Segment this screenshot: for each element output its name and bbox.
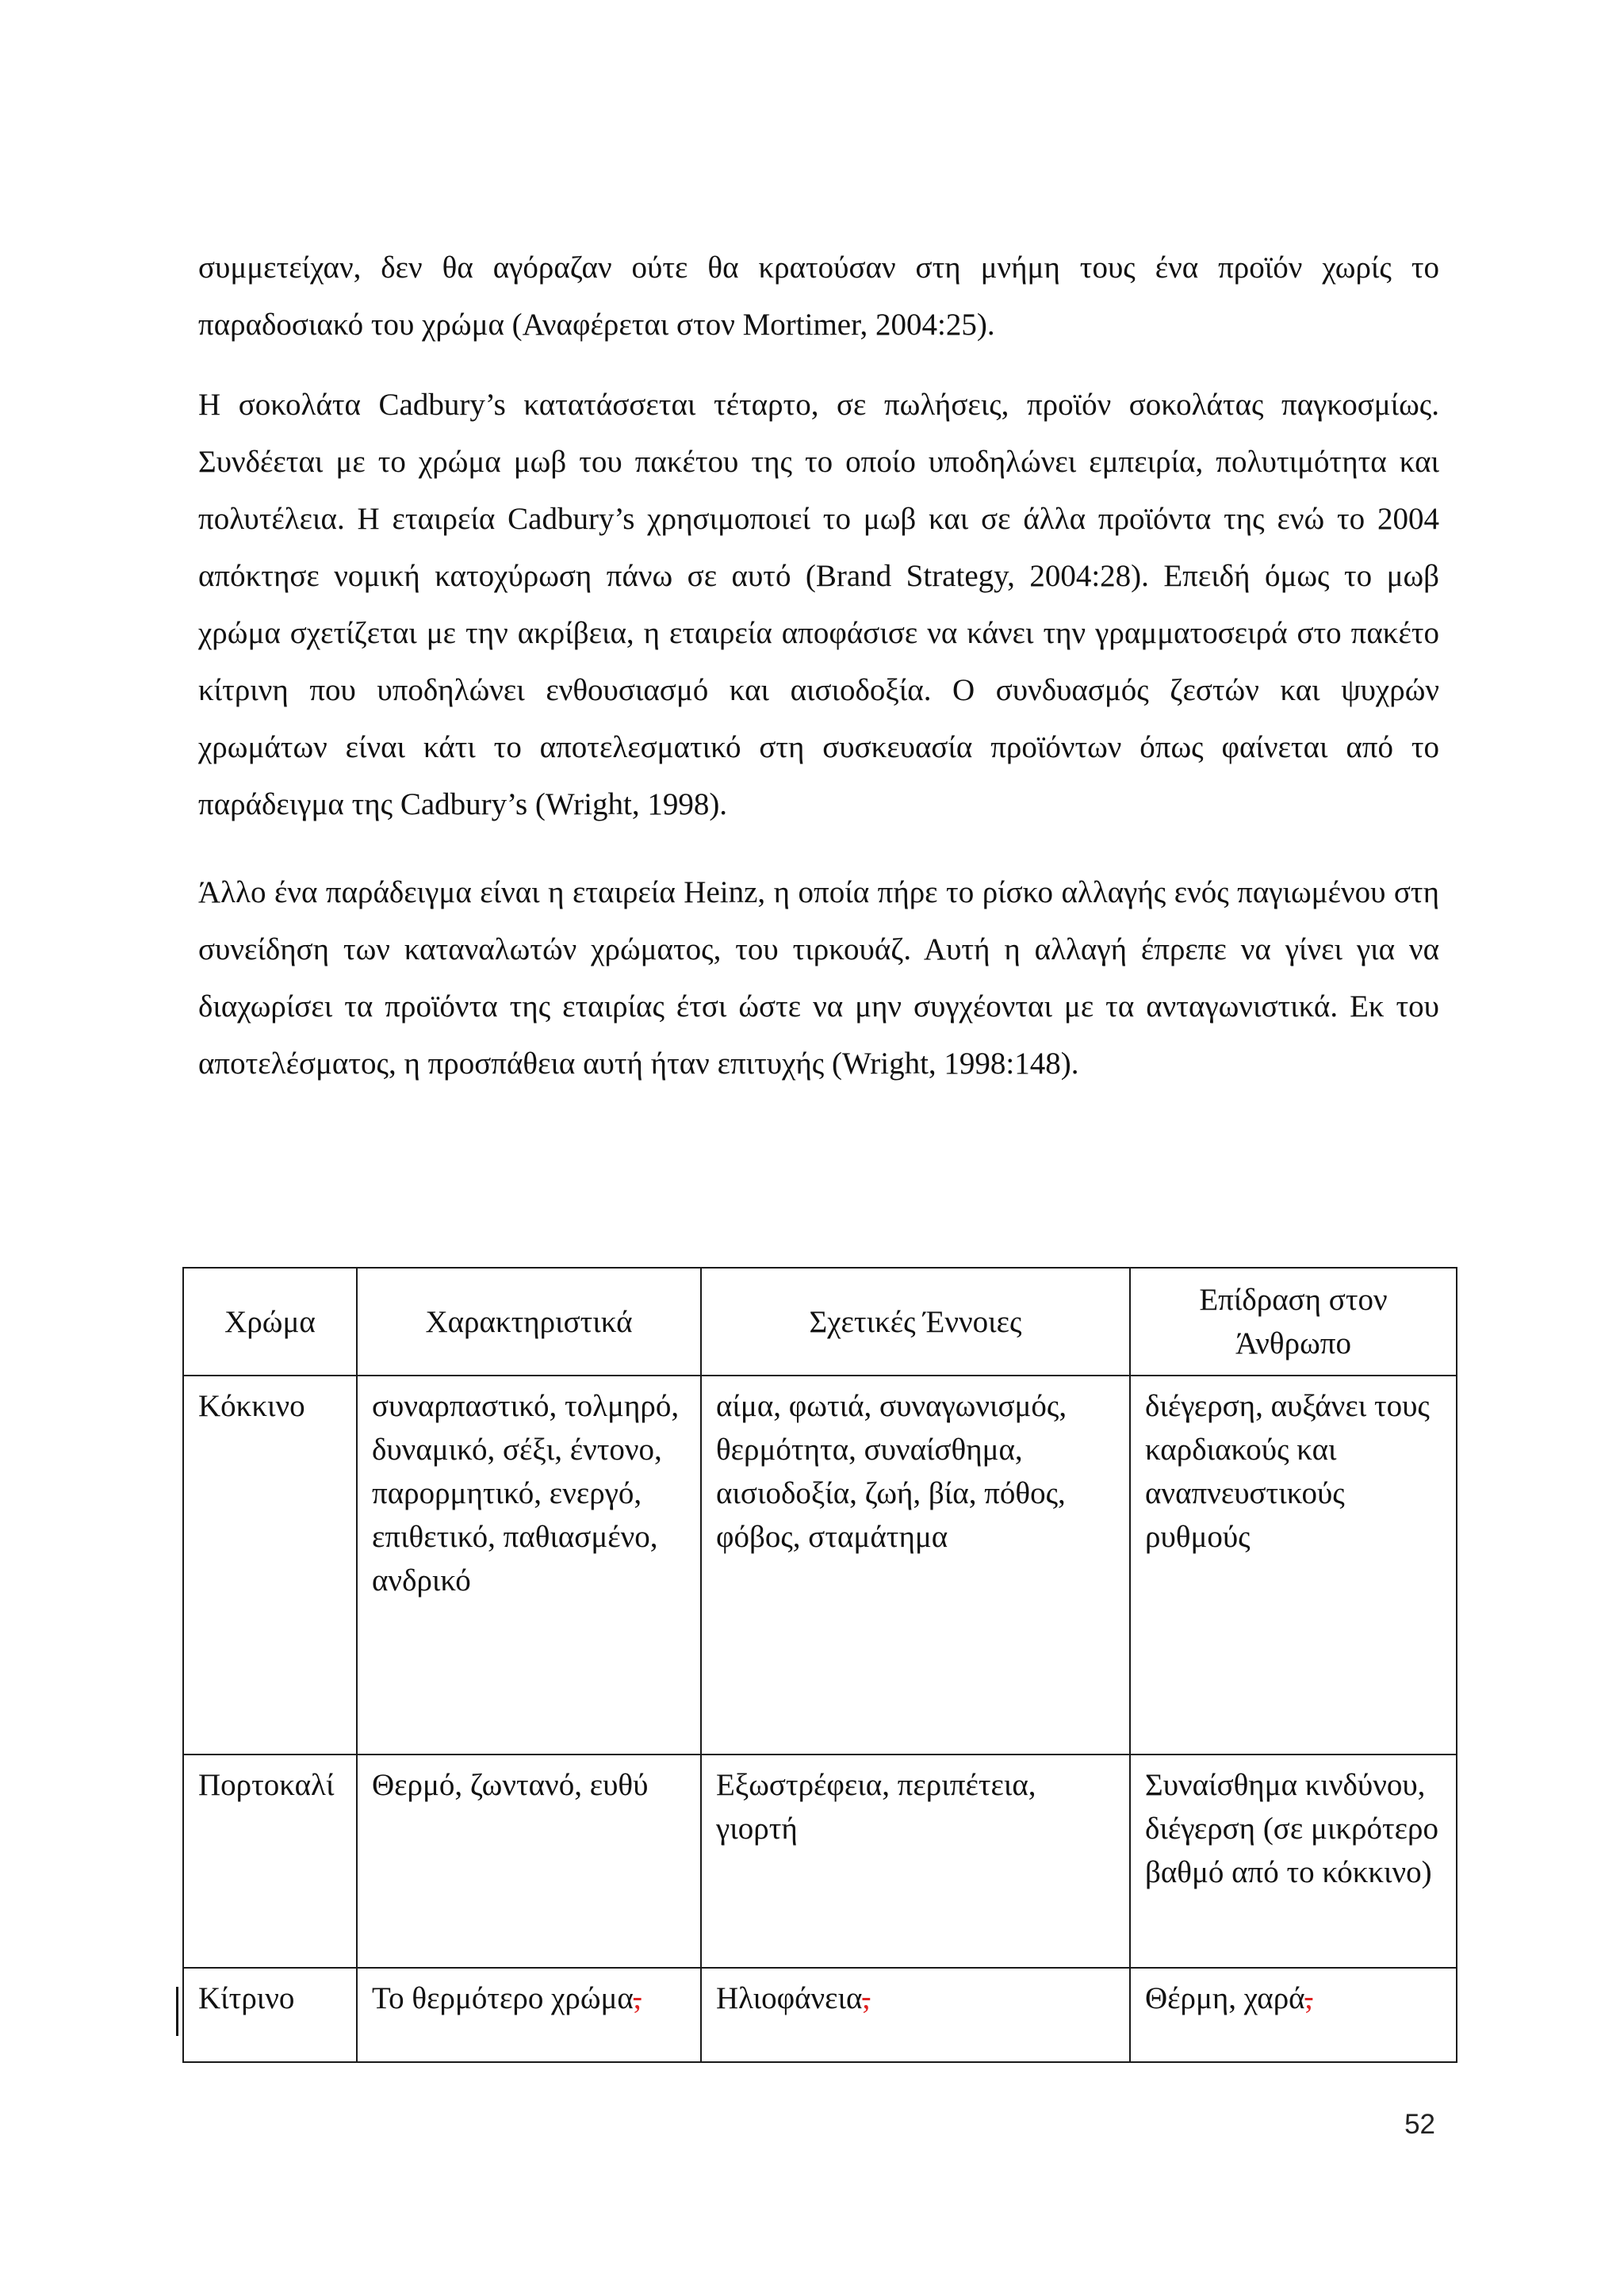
cell-concepts-text: Ηλιοφάνεια	[716, 1981, 863, 2016]
cell-color: Πορτοκαλί	[183, 1755, 357, 1968]
page-number: 52	[1404, 2109, 1435, 2140]
paragraph-2: Η σοκολάτα Cadbury’s κατατάσσεται τέταρτο, σε πωλήσεις, προϊόν σοκολάτας παγκοσμίως. Συνδέεται με το χρώμα μωβ του πακέτου της το οποίο υποδηλώνει εμπειρία, πολυτιμότητα και πολυτέλεια. Η εταιρεία Cadbury’s χρησιμοποιεί το μωβ και σε άλλα προϊόντα της ενώ το 2004 απόκτησε νομική κατοχύρωση πάνω σε αυτό (Brand Strategy, 2004:28). Επειδή όμως το μωβ χρώμα σχετίζεται με την ακρίβεια, η εταιρεία αποφάσισε να κάνει την γραμματοσειρά στο πακέτο κίτρινη που υποδηλώνει ενθουσιασμό και αισιοδοξία. Ο συνδυασμός ζεστών και ψυχρών χρωμάτων είναι κάτι το αποτελεσματικό στη συσκευασία προϊόντων όπως φαίνεται από το παράδειγμα της Cadbury’s (Wright, 1998).	[198, 388, 1439, 821]
cell-concepts	[701, 1968, 1130, 2062]
header-traits: Χαρακτηριστικά	[357, 1268, 701, 1376]
table-row	[183, 1968, 1457, 2062]
header-effect: Επίδραση στον Άνθρωπο	[1130, 1268, 1457, 1376]
cell-effect	[1130, 1968, 1457, 2062]
cell-concepts: αίμα, φωτιά, συναγωνισμός, θερμότητα, συναίσθημα, αισιοδοξία, ζωή, βία, πόθος, φόβος, σταμάτημα	[701, 1376, 1130, 1755]
table-row	[183, 1376, 1457, 1755]
cell-color: Κίτρινο	[183, 1968, 357, 2062]
deleted-comma-mark: ,	[862, 1981, 871, 2016]
deleted-comma-mark: ,	[633, 1981, 642, 2016]
table-header-row	[183, 1268, 1457, 1376]
change-bar	[176, 1987, 178, 2036]
cell-traits	[357, 1968, 701, 2062]
cell-effect: διέγερση, αυξάνει τους καρδιακούς και αναπνευστικούς ρυθμούς	[1130, 1376, 1457, 1755]
color-meaning-table	[182, 1267, 1457, 2063]
paragraph-1: συμμετείχαν, δεν θα αγόραζαν ούτε θα κρατούσαν στη μνήμη τους ένα προϊόν χωρίς το παραδοσιακό του χρώμα (Αναφέρεται στον Mortimer, 2004:25).	[198, 251, 1439, 342]
cell-traits-text: Το θερμότερο χρώμα	[372, 1981, 634, 2016]
deleted-comma-mark: ,	[1304, 1981, 1313, 2016]
header-concepts: Σχετικές Έννοιες	[701, 1268, 1130, 1376]
cell-traits: συναρπαστικό, τολμηρό, δυναμικό, σέξι, έντονο, παρορμητικό, ενεργό, επιθετικό, παθιασμένο, ανδρικό	[357, 1376, 701, 1755]
cell-effect: Συναίσθημα κινδύνου, διέγερση (σε μικρότερο βαθμό από το κόκκινο)	[1130, 1755, 1457, 1968]
paragraph-3: Άλλο ένα παράδειγμα είναι η εταιρεία Heinz, η οποία πήρε το ρίσκο αλλαγής ενός παγιωμένου στη συνείδηση των καταναλωτών χρώματος, του τιρκουάζ. Αυτή η αλλαγή έπρεπε να γίνει για να διαχωρίσει τα προϊόντα της εταιρίας έτσι ώστε να μην συγχέονται με τα ανταγωνιστικά. Εκ του αποτελέσματος, η προσπάθεια αυτή ήταν επιτυχής (Wright, 1998:148).	[198, 875, 1439, 1081]
header-color: Χρώμα	[183, 1268, 357, 1376]
cell-traits: Θερμό, ζωντανό, ευθύ	[357, 1755, 701, 1968]
table-row	[183, 1755, 1457, 1968]
cell-effect-text: Θέρμη, χαρά	[1145, 1981, 1305, 2016]
cell-color: Κόκκινο	[183, 1376, 357, 1755]
cell-concepts: Εξωστρέφεια, περιπέτεια, γιορτή	[701, 1755, 1130, 1968]
